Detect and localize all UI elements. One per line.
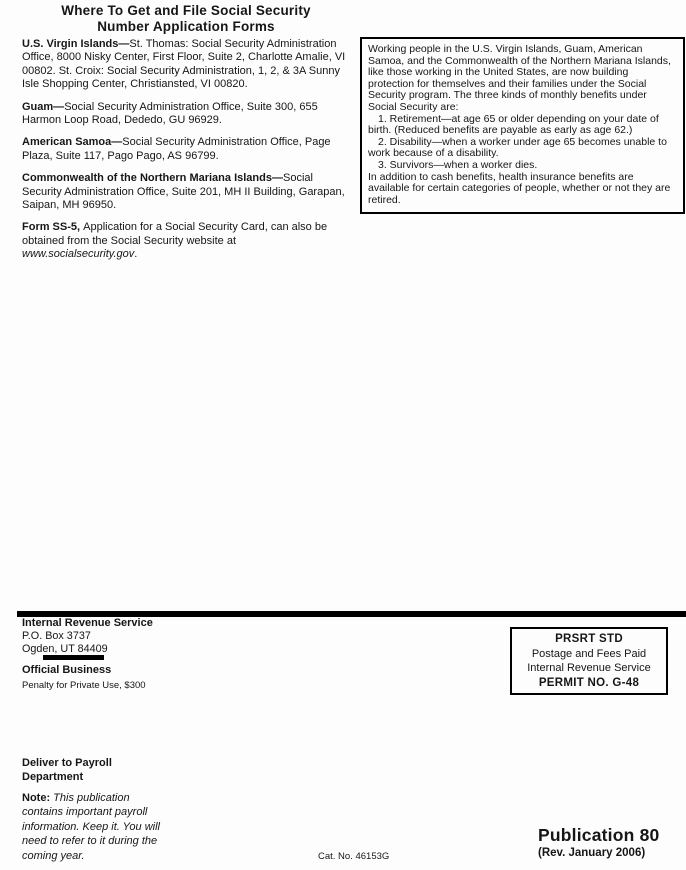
sender-address-block: [22, 617, 153, 657]
permit-postage-label: Postage and Fees Paid: [531, 647, 647, 660]
official-business-block: [22, 664, 146, 692]
penalty-label: Penalty for Private Use, $300: [22, 680, 146, 691]
benefits-box: [360, 37, 685, 214]
page-title-line1: Where To Get and File Social Security: [61, 3, 311, 18]
paragraph-lead: Form SS-5,: [22, 221, 84, 234]
paragraph-body: St. Thomas: Social Security Administration Office, 8000 Nisky Center, First Floor, Suite 2, Charlotte Amalie, VI 00802. St. Croix: Social Security Administration, 1, 2, & 3A Sunny Isle Shopping Center, Christiansted, VI 00820.: [22, 38, 346, 91]
paragraph-guam: [22, 101, 347, 128]
deliver-line1: Deliver to Payroll: [22, 757, 112, 769]
social-security-website-url: www.socialsecurity.gov: [22, 248, 135, 261]
sender-po-box: P.O. Box 3737: [22, 630, 91, 643]
paragraph-lead: American Samoa—: [22, 136, 123, 149]
sender-city: Ogden, UT 84409: [22, 643, 108, 656]
publication-revision: (Rev. January 2006): [538, 847, 646, 859]
divider-bar-short: [43, 655, 104, 660]
paragraph-body: Social Security Administration Office, Suite 201, MH II Building, Garapan, Saipan, MH 96950.: [22, 172, 345, 212]
paragraph-american-samoa: [22, 136, 347, 163]
page-title-line2: Number Application Forms: [97, 18, 275, 34]
benefits-item-retirement: 1. Retirement—at age 65 or older depending on your date of birth. (Reduced benefits are payable as early as age 62.): [368, 112, 659, 137]
payroll-note: [22, 791, 166, 863]
paragraph-suffix: .: [134, 248, 138, 261]
benefits-item-disability: 2. Disability—when a worker under age 65 becomes unable to work because of a disability.: [368, 135, 667, 160]
paragraph-form-ss5: [22, 221, 347, 261]
permit-agency-label: Internal Revenue Service: [527, 662, 651, 675]
catalog-number: Cat. No. 46153G: [318, 851, 390, 862]
left-column: [22, 38, 347, 271]
permit-class-label: PRSRT STD: [555, 633, 623, 645]
page-title: [0, 3, 372, 34]
deliver-to-block: [22, 756, 112, 784]
note-label: Note:: [22, 792, 51, 804]
paragraph-lead: Commonwealth of the Northern Mariana Islands—: [22, 172, 283, 185]
deliver-line2: Department: [22, 771, 84, 783]
benefits-intro: Working people in the U.S. Virgin Islands, Guam, American Samoa, and the Commonwealth of the Northern Mariana Islands, like those working in the United States, are now building protection for themselves and their families under the Social Security program. The three kinds of monthly benefits under Social Security are:: [368, 43, 671, 113]
paragraph-body: Social Security Administration Office, Suite 300, 655 Harmon Loop Road, Dededo, GU 96929.: [22, 100, 318, 127]
paragraph-northern-mariana-islands: [22, 172, 347, 212]
publication-title: Publication 80: [538, 825, 660, 845]
permit-number-label: PERMIT NO. G-48: [538, 676, 640, 689]
publication-block: [538, 825, 659, 860]
benefits-item-survivors: 3. Survivors—when a worker dies.: [378, 158, 538, 171]
paragraph-us-virgin-islands: [22, 38, 347, 92]
note-text: This publication contains important payroll information. Keep it. You will need to refer to it during the coming year.: [22, 792, 160, 862]
paragraph-body: Application for a Social Security Card, can also be obtained from the Social Security website at: [22, 221, 328, 247]
benefits-outro: In addition to cash benefits, health insurance benefits are available for certain categories of people, whether or not they are retired.: [368, 170, 671, 206]
paragraph-body: Social Security Administration Office, Page Plaza, Suite 117, Pago Pago, AS 96799.: [22, 136, 331, 162]
official-business-label: Official Business: [22, 664, 112, 676]
postage-permit-box: [510, 627, 668, 695]
sender-name: Internal Revenue Service: [22, 617, 153, 629]
paragraph-lead: Guam—: [22, 100, 65, 113]
paragraph-lead: U.S. Virgin Islands—: [22, 38, 130, 50]
